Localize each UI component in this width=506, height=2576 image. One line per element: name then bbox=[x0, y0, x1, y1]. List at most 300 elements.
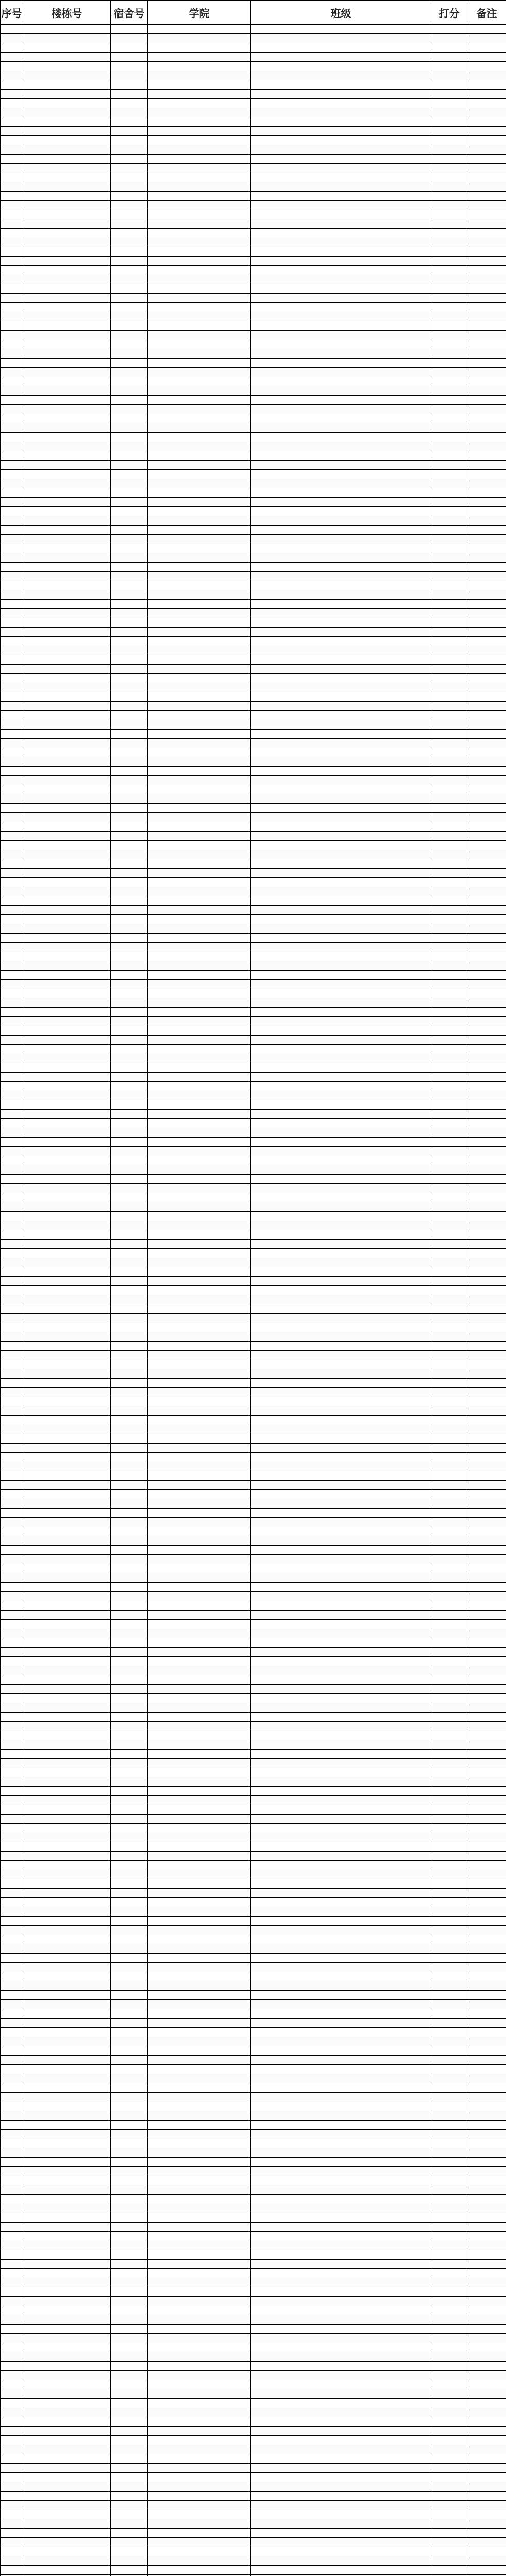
row-remark bbox=[467, 1054, 506, 1063]
row-class bbox=[251, 1379, 431, 1388]
row-building bbox=[23, 1193, 111, 1202]
table-row bbox=[1, 1536, 506, 1546]
row-room bbox=[111, 655, 148, 665]
row-room bbox=[111, 266, 148, 275]
table-row bbox=[1, 2158, 506, 2167]
row-college bbox=[148, 117, 251, 127]
row-score bbox=[431, 804, 467, 813]
row-index bbox=[1, 1768, 23, 1777]
row-class bbox=[251, 210, 431, 219]
table-row bbox=[1, 2232, 506, 2241]
row-index bbox=[1, 1527, 23, 1536]
row-class bbox=[251, 386, 431, 396]
row-score bbox=[431, 961, 467, 971]
row-building bbox=[23, 952, 111, 961]
row-building bbox=[23, 628, 111, 637]
row-building bbox=[23, 2427, 111, 2436]
row-building bbox=[23, 989, 111, 998]
row-building bbox=[23, 961, 111, 971]
row-room bbox=[111, 1360, 148, 1369]
table-row bbox=[1, 1759, 506, 1768]
row-score bbox=[431, 2278, 467, 2287]
row-college bbox=[148, 600, 251, 609]
row-remark bbox=[467, 1026, 506, 1036]
table-row bbox=[1, 1573, 506, 1583]
row-room bbox=[111, 192, 148, 201]
row-class bbox=[251, 1796, 431, 1805]
row-score bbox=[431, 1063, 467, 1073]
row-index bbox=[1, 1128, 23, 1138]
row-score bbox=[431, 1573, 467, 1583]
row-class bbox=[251, 192, 431, 201]
row-score bbox=[431, 794, 467, 804]
row-index bbox=[1, 1991, 23, 2000]
table-row bbox=[1, 1944, 506, 1954]
row-room bbox=[111, 1063, 148, 1073]
row-remark bbox=[467, 2417, 506, 2427]
row-college bbox=[148, 1304, 251, 1314]
row-college bbox=[148, 989, 251, 998]
row-building bbox=[23, 2417, 111, 2427]
row-college bbox=[148, 1490, 251, 1499]
table-row bbox=[1, 1008, 506, 1017]
row-room bbox=[111, 1954, 148, 1963]
row-score bbox=[431, 1675, 467, 1685]
row-building bbox=[23, 850, 111, 859]
row-room bbox=[111, 535, 148, 544]
row-index bbox=[1, 2417, 23, 2427]
row-building bbox=[23, 2538, 111, 2547]
row-building bbox=[23, 2241, 111, 2250]
row-college bbox=[148, 961, 251, 971]
row-remark bbox=[467, 1536, 506, 1546]
row-building bbox=[23, 1017, 111, 1026]
row-index bbox=[1, 859, 23, 869]
row-class bbox=[251, 943, 431, 952]
row-remark bbox=[467, 1666, 506, 1675]
row-building bbox=[23, 1351, 111, 1360]
row-building bbox=[23, 2046, 111, 2056]
table-row bbox=[1, 1212, 506, 1221]
row-building bbox=[23, 692, 111, 702]
row-class bbox=[251, 961, 431, 971]
row-college bbox=[148, 1555, 251, 1564]
row-class bbox=[251, 2343, 431, 2352]
table-row bbox=[1, 544, 506, 553]
row-class bbox=[251, 2037, 431, 2046]
row-index bbox=[1, 516, 23, 526]
row-score bbox=[431, 1379, 467, 1388]
row-class bbox=[251, 2510, 431, 2519]
row-remark bbox=[467, 1833, 506, 1842]
row-college bbox=[148, 804, 251, 813]
row-room bbox=[111, 943, 148, 952]
row-remark bbox=[467, 2343, 506, 2352]
table-row bbox=[1, 637, 506, 646]
row-class bbox=[251, 80, 431, 90]
table-row bbox=[1, 2185, 506, 2195]
row-room bbox=[111, 1731, 148, 1740]
row-index bbox=[1, 2399, 23, 2408]
row-remark bbox=[467, 1852, 506, 1861]
row-room bbox=[111, 164, 148, 173]
row-index bbox=[1, 609, 23, 618]
row-building bbox=[23, 303, 111, 312]
row-room bbox=[111, 321, 148, 331]
row-building bbox=[23, 1128, 111, 1138]
row-remark bbox=[467, 702, 506, 711]
row-score bbox=[431, 127, 467, 136]
row-index bbox=[1, 71, 23, 80]
row-room bbox=[111, 201, 148, 210]
row-building bbox=[23, 1713, 111, 1722]
row-remark bbox=[467, 461, 506, 470]
row-score bbox=[431, 2093, 467, 2102]
row-index bbox=[1, 2083, 23, 2093]
row-building bbox=[23, 405, 111, 414]
row-college bbox=[148, 581, 251, 590]
row-remark bbox=[467, 117, 506, 127]
row-index bbox=[1, 590, 23, 600]
row-index bbox=[1, 1675, 23, 1685]
row-remark bbox=[467, 924, 506, 934]
row-remark bbox=[467, 2185, 506, 2195]
row-class bbox=[251, 572, 431, 581]
row-college bbox=[148, 442, 251, 451]
row-index bbox=[1, 25, 23, 34]
row-room bbox=[111, 1703, 148, 1713]
table-row bbox=[1, 2065, 506, 2074]
row-class bbox=[251, 1722, 431, 1731]
row-college bbox=[148, 1629, 251, 1638]
row-college bbox=[148, 2492, 251, 2501]
table-row bbox=[1, 804, 506, 813]
row-room bbox=[111, 368, 148, 377]
row-remark bbox=[467, 2139, 506, 2148]
table-row bbox=[1, 1546, 506, 1555]
row-class bbox=[251, 711, 431, 720]
row-remark bbox=[467, 1425, 506, 1434]
row-room bbox=[111, 1796, 148, 1805]
table-row bbox=[1, 331, 506, 340]
row-class bbox=[251, 1824, 431, 1833]
row-score bbox=[431, 1926, 467, 1935]
row-score bbox=[431, 43, 467, 53]
row-score bbox=[431, 1128, 467, 1138]
row-index bbox=[1, 1165, 23, 1175]
table-row bbox=[1, 303, 506, 312]
row-score bbox=[431, 2232, 467, 2241]
row-index bbox=[1, 442, 23, 451]
row-room bbox=[111, 1675, 148, 1685]
row-score bbox=[431, 2417, 467, 2427]
row-room bbox=[111, 2121, 148, 2130]
row-room bbox=[111, 284, 148, 294]
row-score bbox=[431, 2473, 467, 2482]
row-building bbox=[23, 1907, 111, 1917]
row-college bbox=[148, 173, 251, 182]
row-room bbox=[111, 637, 148, 646]
row-remark bbox=[467, 2547, 506, 2556]
table-row bbox=[1, 201, 506, 210]
row-college bbox=[148, 2287, 251, 2297]
row-remark bbox=[467, 1926, 506, 1935]
row-class bbox=[251, 1759, 431, 1768]
row-college bbox=[148, 2510, 251, 2519]
row-building bbox=[23, 665, 111, 674]
row-college bbox=[148, 1351, 251, 1360]
row-remark bbox=[467, 2065, 506, 2074]
row-index bbox=[1, 229, 23, 238]
table-row bbox=[1, 266, 506, 275]
row-college bbox=[148, 284, 251, 294]
row-building bbox=[23, 1499, 111, 1509]
row-building bbox=[23, 423, 111, 433]
row-building bbox=[23, 1573, 111, 1583]
row-score bbox=[431, 1295, 467, 1304]
row-class bbox=[251, 1944, 431, 1954]
row-building bbox=[23, 1611, 111, 1620]
row-score bbox=[431, 108, 467, 117]
row-class bbox=[251, 1388, 431, 1397]
row-score bbox=[431, 396, 467, 405]
row-building bbox=[23, 2158, 111, 2167]
row-index bbox=[1, 1221, 23, 1230]
row-score bbox=[431, 1509, 467, 1518]
row-class bbox=[251, 1036, 431, 1045]
row-score bbox=[431, 1045, 467, 1054]
row-room bbox=[111, 80, 148, 90]
row-remark bbox=[467, 1898, 506, 1907]
row-building bbox=[23, 859, 111, 869]
table-row bbox=[1, 785, 506, 794]
row-remark bbox=[467, 720, 506, 730]
row-building bbox=[23, 646, 111, 655]
row-room bbox=[111, 2037, 148, 2046]
table-row bbox=[1, 1379, 506, 1388]
row-room bbox=[111, 1295, 148, 1304]
row-room bbox=[111, 581, 148, 590]
table-row bbox=[1, 887, 506, 896]
row-index bbox=[1, 1342, 23, 1351]
row-room bbox=[111, 414, 148, 423]
row-class bbox=[251, 2223, 431, 2232]
row-remark bbox=[467, 2260, 506, 2269]
row-remark bbox=[467, 1527, 506, 1536]
row-index bbox=[1, 1453, 23, 1462]
row-score bbox=[431, 62, 467, 71]
row-remark bbox=[467, 1100, 506, 1110]
row-score bbox=[431, 1768, 467, 1777]
row-index bbox=[1, 2473, 23, 2482]
row-college bbox=[148, 1907, 251, 1917]
row-building bbox=[23, 563, 111, 572]
row-room bbox=[111, 2538, 148, 2547]
row-index bbox=[1, 1842, 23, 1852]
row-remark bbox=[467, 906, 506, 915]
row-college bbox=[148, 1981, 251, 1991]
row-room bbox=[111, 896, 148, 906]
row-remark bbox=[467, 1703, 506, 1713]
row-remark bbox=[467, 182, 506, 192]
row-room bbox=[111, 2204, 148, 2213]
row-score bbox=[431, 34, 467, 43]
row-room bbox=[111, 1917, 148, 1926]
row-building bbox=[23, 99, 111, 108]
table-row bbox=[1, 1388, 506, 1397]
row-class bbox=[251, 1119, 431, 1128]
row-remark bbox=[467, 2306, 506, 2315]
row-score bbox=[431, 1898, 467, 1907]
row-class bbox=[251, 1471, 431, 1481]
row-score bbox=[431, 887, 467, 896]
row-class bbox=[251, 1184, 431, 1193]
row-score bbox=[431, 2121, 467, 2130]
row-room bbox=[111, 628, 148, 637]
row-score bbox=[431, 312, 467, 321]
row-class bbox=[251, 201, 431, 210]
row-index bbox=[1, 2334, 23, 2343]
table-row bbox=[1, 1175, 506, 1184]
row-room bbox=[111, 303, 148, 312]
row-index bbox=[1, 1805, 23, 1815]
row-room bbox=[111, 340, 148, 349]
row-building bbox=[23, 804, 111, 813]
row-college bbox=[148, 896, 251, 906]
row-index bbox=[1, 934, 23, 943]
row-college bbox=[148, 2121, 251, 2130]
row-index bbox=[1, 1777, 23, 1787]
row-index bbox=[1, 1648, 23, 1657]
row-room bbox=[111, 2427, 148, 2436]
row-class bbox=[251, 2492, 431, 2501]
row-index bbox=[1, 2297, 23, 2306]
row-remark bbox=[467, 2325, 506, 2334]
row-room bbox=[111, 1240, 148, 1249]
table-row bbox=[1, 2352, 506, 2362]
row-remark bbox=[467, 887, 506, 896]
row-remark bbox=[467, 2334, 506, 2343]
row-index bbox=[1, 2482, 23, 2492]
row-college bbox=[148, 377, 251, 386]
row-index bbox=[1, 2037, 23, 2046]
row-room bbox=[111, 1165, 148, 1175]
row-score bbox=[431, 535, 467, 544]
row-building bbox=[23, 1277, 111, 1286]
table-row bbox=[1, 1100, 506, 1110]
row-class bbox=[251, 581, 431, 590]
row-building bbox=[23, 943, 111, 952]
row-room bbox=[111, 1082, 148, 1091]
table-row bbox=[1, 1026, 506, 1036]
row-college bbox=[148, 1258, 251, 1267]
row-class bbox=[251, 1110, 431, 1119]
row-room bbox=[111, 2046, 148, 2056]
row-score bbox=[431, 1416, 467, 1425]
row-college bbox=[148, 1230, 251, 1240]
row-building bbox=[23, 1490, 111, 1499]
row-college bbox=[148, 1731, 251, 1740]
row-class bbox=[251, 2519, 431, 2529]
row-room bbox=[111, 1750, 148, 1759]
table-row bbox=[1, 377, 506, 386]
row-score bbox=[431, 2056, 467, 2065]
row-remark bbox=[467, 247, 506, 257]
table-row bbox=[1, 2241, 506, 2250]
row-building bbox=[23, 2139, 111, 2148]
row-building bbox=[23, 2454, 111, 2464]
row-remark bbox=[467, 80, 506, 90]
row-room bbox=[111, 1555, 148, 1564]
row-index bbox=[1, 1286, 23, 1295]
table-row bbox=[1, 1750, 506, 1759]
row-building bbox=[23, 915, 111, 924]
row-index bbox=[1, 1369, 23, 1379]
table-row bbox=[1, 405, 506, 414]
row-building bbox=[23, 581, 111, 590]
row-class bbox=[251, 2482, 431, 2492]
row-class bbox=[251, 1054, 431, 1063]
row-building bbox=[23, 2556, 111, 2566]
row-room bbox=[111, 359, 148, 368]
row-remark bbox=[467, 1221, 506, 1230]
row-class bbox=[251, 266, 431, 275]
row-room bbox=[111, 2371, 148, 2380]
row-room bbox=[111, 127, 148, 136]
row-index bbox=[1, 2315, 23, 2325]
row-room bbox=[111, 2130, 148, 2139]
row-index bbox=[1, 43, 23, 53]
table-row bbox=[1, 2445, 506, 2454]
table-row bbox=[1, 563, 506, 572]
table-row bbox=[1, 535, 506, 544]
row-room bbox=[111, 2399, 148, 2408]
row-class bbox=[251, 1369, 431, 1379]
row-score bbox=[431, 590, 467, 600]
row-index bbox=[1, 2464, 23, 2473]
row-room bbox=[111, 1026, 148, 1036]
row-remark bbox=[467, 832, 506, 841]
row-remark bbox=[467, 2297, 506, 2306]
row-remark bbox=[467, 2519, 506, 2529]
row-score bbox=[431, 1453, 467, 1462]
row-building bbox=[23, 757, 111, 767]
table-row bbox=[1, 479, 506, 488]
row-college bbox=[148, 1202, 251, 1212]
row-index bbox=[1, 683, 23, 692]
row-college bbox=[148, 405, 251, 414]
table-row bbox=[1, 516, 506, 526]
row-remark bbox=[467, 2473, 506, 2482]
row-index bbox=[1, 386, 23, 396]
row-index bbox=[1, 2241, 23, 2250]
row-building bbox=[23, 1768, 111, 1777]
row-index bbox=[1, 1249, 23, 1258]
row-index bbox=[1, 2065, 23, 2074]
row-score bbox=[431, 665, 467, 674]
row-class bbox=[251, 1360, 431, 1369]
row-room bbox=[111, 247, 148, 257]
row-class bbox=[251, 1573, 431, 1583]
row-class bbox=[251, 2278, 431, 2287]
row-index bbox=[1, 1397, 23, 1406]
table-row bbox=[1, 989, 506, 998]
row-score bbox=[431, 683, 467, 692]
row-class bbox=[251, 2287, 431, 2297]
row-score bbox=[431, 2371, 467, 2380]
table-row bbox=[1, 321, 506, 331]
row-index bbox=[1, 1750, 23, 1759]
